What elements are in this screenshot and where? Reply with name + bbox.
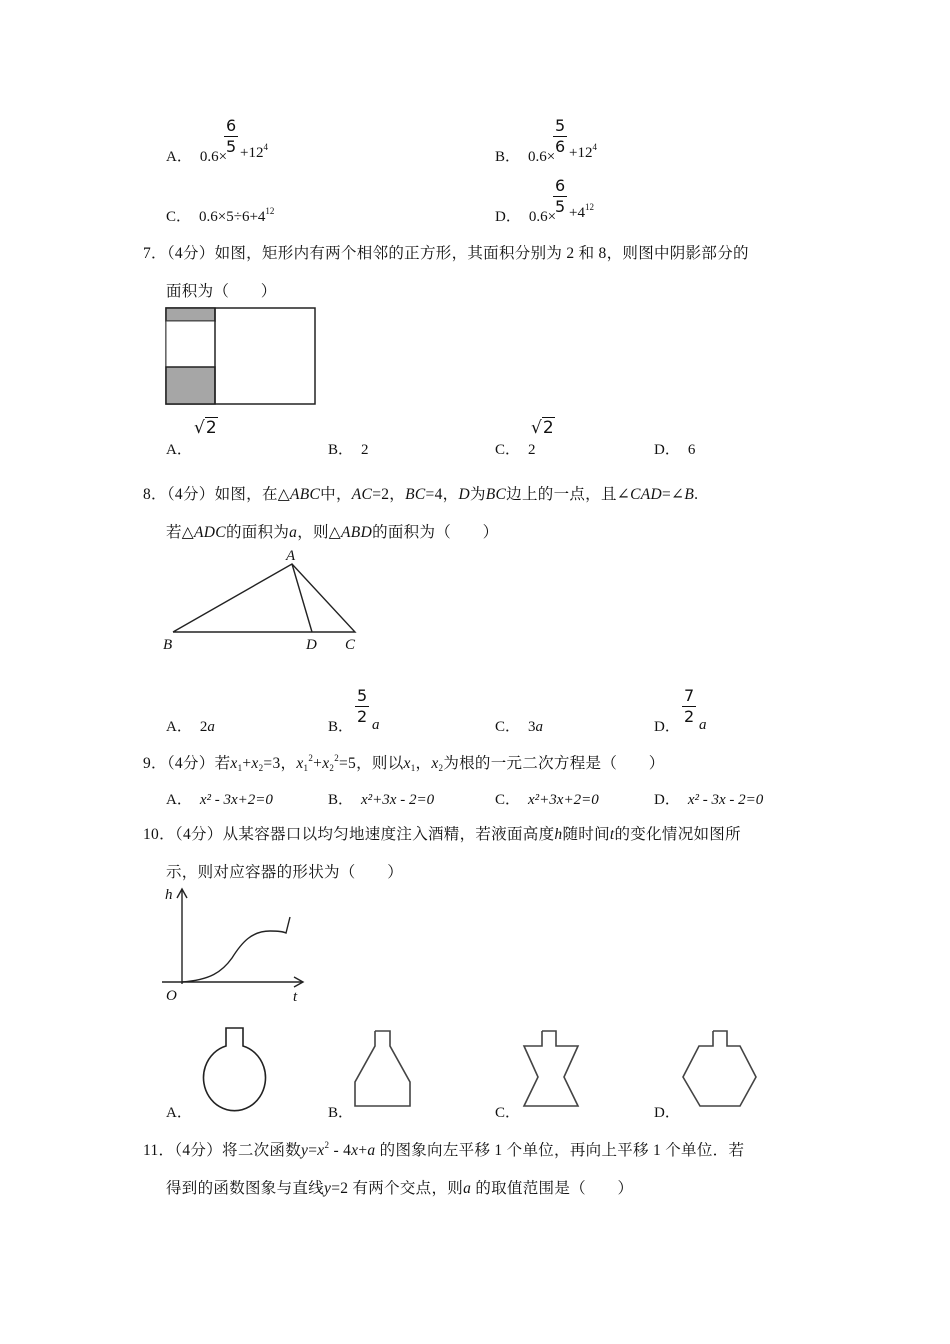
shaded-region-top — [166, 308, 215, 321]
axis-label-h: h — [165, 887, 173, 903]
question-number: 11． — [143, 1142, 175, 1159]
h-t-curve — [182, 917, 290, 982]
question-number: 10． — [143, 826, 175, 843]
option-label: C． — [495, 1105, 521, 1121]
option-label: D． — [654, 442, 680, 458]
option-label: D． — [654, 792, 680, 808]
q10-line2: 示，则对应容器的形状为（ ） — [166, 864, 404, 881]
option-label: D． — [495, 209, 521, 225]
question-score: （4分） — [166, 245, 215, 262]
question-number: 7． — [143, 245, 167, 262]
q11-line1: 11．（4分）将二次函数$y=x^2 - 4x+a$ 的图象向左平移 1 个单位，再向上平移 1 个单位．若 — [143, 1140, 745, 1159]
option-label: C． — [495, 719, 521, 735]
option-label: C． — [495, 442, 521, 458]
container-conical-flask-icon — [354, 1028, 416, 1110]
q8-line2: 若△ADC的面积为a，则△ABD的面积为（ ） — [166, 524, 499, 541]
option-label: A． — [166, 1105, 192, 1121]
q7-rectangle-figure — [165, 307, 317, 407]
option-label: A． — [166, 149, 192, 165]
question-score: （4分） — [174, 826, 223, 843]
vertex-label-b: B — [163, 637, 173, 653]
q10-height-time-graph — [160, 884, 310, 1006]
q9-line1: 9．（4分）若$x_1+x_2=3$，$x_1^2+x_2^2=5$，则以$x_1$，$x_2$为根的一元二次方程是（ ） — [143, 753, 665, 773]
sqrt-expression: √2 — [531, 418, 554, 438]
container-hourglass-icon — [521, 1028, 583, 1110]
q7-line1: 7．（4分）如图，矩形内有两个相邻的正方形，其面积分别为 2 和 8，则图中阴影部分的 — [143, 245, 749, 262]
sqrt-expression: √2 — [194, 418, 217, 438]
option-label: A． — [166, 792, 192, 808]
shaded-region-bottom — [166, 367, 215, 404]
question-score: （4分） — [174, 1142, 223, 1159]
option-prefix: 0.6× — [199, 149, 228, 165]
question-number: 9． — [143, 755, 167, 772]
origin-label: O — [166, 988, 177, 1004]
container-round-flask-icon — [200, 1024, 270, 1116]
q11-line2: 得到的函数图象与直线y=2 有两个交点，则a 的取值范围是（ ） — [166, 1180, 634, 1197]
question-score: （4分） — [166, 486, 215, 503]
option-label: B． — [328, 719, 354, 735]
vertex-label-d: D — [306, 637, 317, 653]
option-label: C． — [166, 209, 192, 225]
question-score: （4分） — [166, 755, 215, 772]
vertex-label-c: C — [345, 637, 356, 653]
q7-line2: 面积为（ ） — [166, 283, 277, 300]
q8-triangle-figure — [160, 548, 370, 658]
option-label: B． — [328, 442, 354, 458]
option-label: B． — [495, 149, 521, 165]
vertex-label-a: A — [286, 548, 296, 564]
fraction: $\frac{6}{5}$ — [555, 176, 566, 216]
fraction: $\frac{6}{5}$ — [226, 116, 237, 156]
q10-line1: 10．（4分）从某容器口以均匀地速度注入酒精，若液面高度h随时间t的变化情况如图所 — [143, 826, 741, 843]
option-label: A． — [166, 442, 192, 458]
option-label: C． — [495, 792, 521, 808]
container-hexagon-icon — [682, 1028, 760, 1110]
fraction: $\frac{7}{2}$ — [684, 686, 695, 726]
option-label: D． — [654, 719, 680, 735]
q8-line1: 8．（4分）如图，在△ABC中，AC=2，BC=4，D为BC边上的一点，且∠CAD=∠B. — [143, 486, 699, 503]
question-number: 8． — [143, 486, 167, 503]
fraction: $\frac{5}{2}$ — [357, 686, 368, 726]
option-label: A． — [166, 719, 192, 735]
option-label: B． — [328, 1105, 354, 1121]
option-label: D． — [654, 1105, 680, 1121]
option-prefix: 0.6× — [528, 149, 556, 165]
option-label: B． — [328, 792, 354, 808]
axis-label-t: t — [293, 989, 298, 1005]
fraction: $\frac{5}{6}$ — [555, 116, 566, 156]
